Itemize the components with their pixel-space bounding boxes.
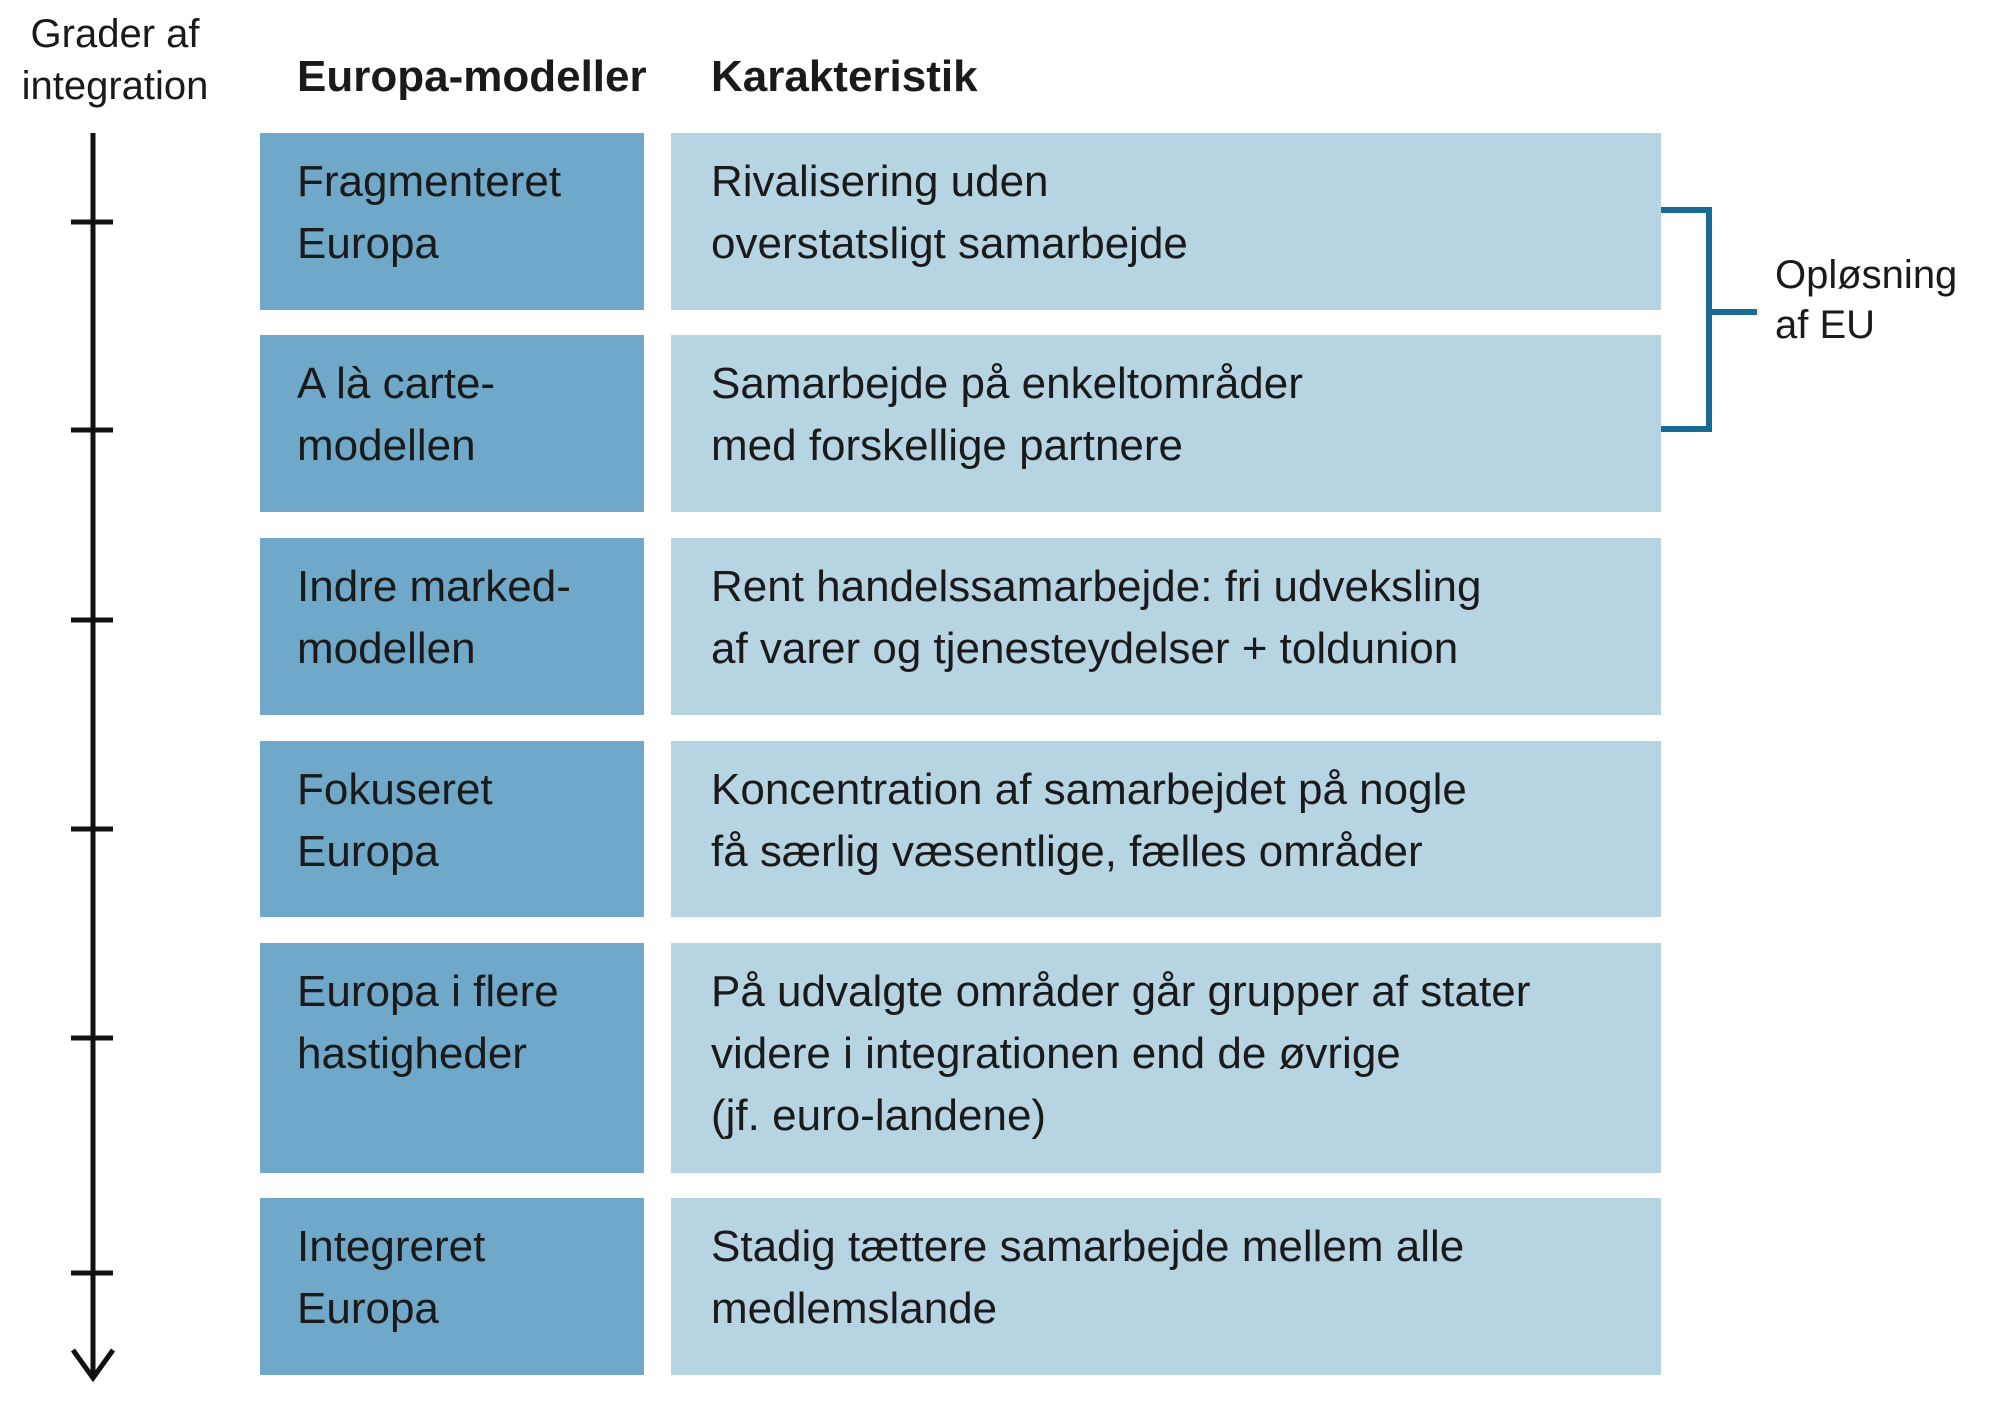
axis-label: Grader af integration — [21, 12, 209, 108]
model-name: Indre marked- modellen — [260, 538, 644, 715]
model-name: Fragmenteret Europa — [260, 133, 644, 310]
dissolution-bracket — [1655, 200, 1775, 440]
integration-axis — [0, 0, 260, 1418]
model-description: På udvalgte områder går grupper af stater videre i integrationen end de øvrige (jf. euro-landene) — [671, 943, 1661, 1173]
model-row — [260, 133, 1661, 310]
model-name: Fokuseret Europa — [260, 741, 644, 917]
header-characteristic: Karakteristik — [711, 52, 978, 101]
model-name: Integreret Europa — [260, 1198, 644, 1375]
model-row — [260, 741, 1661, 917]
model-row — [260, 1198, 1661, 1375]
model-description: Samarbejde på enkeltområder med forskellige partnere — [671, 335, 1661, 512]
model-row — [260, 538, 1661, 715]
model-name: A là carte- modellen — [260, 335, 644, 512]
model-row — [260, 335, 1661, 512]
model-description: Rivalisering uden overstatsligt samarbejde — [671, 133, 1661, 310]
dissolution-label: Opløsning af EU — [1775, 253, 1958, 347]
model-name: Europa i flere hastigheder — [260, 943, 644, 1173]
model-description: Koncentration af samarbejdet på nogle få særlig væsentlige, fælles områder — [671, 741, 1661, 917]
header-models: Europa-modeller — [297, 52, 647, 101]
model-description: Rent handelssamarbejde: fri udveksling af varer og tjenesteydelser + toldunion — [671, 538, 1661, 715]
model-description: Stadig tættere samarbejde mellem alle medlemslande — [671, 1198, 1661, 1375]
model-row — [260, 943, 1661, 1173]
